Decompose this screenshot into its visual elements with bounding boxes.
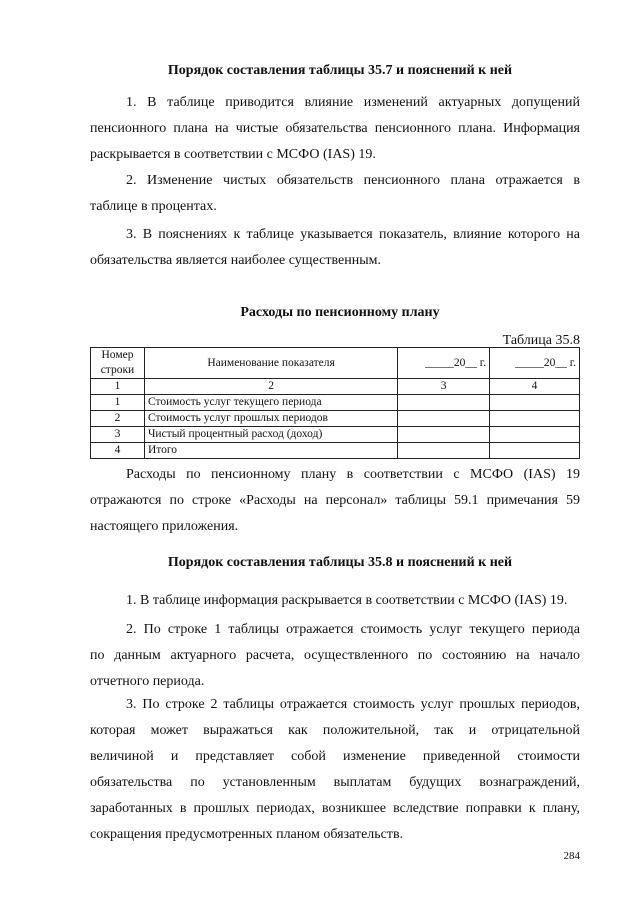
section1-heading: Порядок составления таблицы 35.7 и пояснений к ней xyxy=(167,63,513,78)
section2-paragraph-2 xyxy=(90,617,580,695)
section1-paragraph-3 xyxy=(90,222,580,274)
text-line: Расходы по пенсионному плану в соответствии с МСФО (IAS) 19 xyxy=(126,467,580,482)
text-line: отражаются по строке «Расходы на персонал» таблицы 59.1 примечания 59 xyxy=(90,493,580,508)
text-line: заработанных в прошлых периодах, возникшее вследствие поправки к плану, xyxy=(90,801,580,816)
text-line: 3. В пояснениях к таблице указывается показатель, влияние которого на xyxy=(126,227,580,242)
row-number: 2 xyxy=(91,411,145,427)
after-table-paragraph xyxy=(90,462,580,540)
colnum: 3 xyxy=(398,379,490,395)
header-indicator-name: Наименование показателя xyxy=(144,348,397,379)
row-name: Стоимость услуг прошлых периодов xyxy=(144,411,397,427)
row-value-2 xyxy=(490,427,580,443)
text-line: таблице в процентах. xyxy=(90,199,217,214)
table-row xyxy=(91,443,580,459)
text-line: 2. По строке 1 таблицы отражается стоимость услуг текущего периода xyxy=(126,622,580,637)
section2-heading: Порядок составления таблицы 35.8 и пояснений к ней xyxy=(167,555,513,570)
text-line: которая может выражаться как положительной, так и отрицательной xyxy=(90,723,580,738)
section1-paragraph-1 xyxy=(90,90,580,168)
section2-paragraph-3 xyxy=(90,692,580,848)
text-line: 1. В таблице приводится влияние изменений актуарных допущений xyxy=(126,95,580,110)
colnum: 1 xyxy=(91,379,145,395)
table-title: Расходы по пенсионному плану xyxy=(240,305,440,320)
row-number: 1 xyxy=(91,395,145,411)
header-row-number: Номер строки xyxy=(91,348,145,379)
text-line: 3. По строке 2 таблицы отражается стоимость услуг прошлых периодов, xyxy=(126,697,580,712)
text-line: сокращения предусмотренных планом обязательств. xyxy=(90,827,404,842)
row-name: Стоимость услуг текущего периода xyxy=(144,395,397,411)
text-line: настоящего приложения. xyxy=(90,519,239,534)
colnum: 2 xyxy=(144,379,397,395)
text-line: по данным актуарного расчета, осуществленного по состоянию на начало xyxy=(90,648,580,663)
table-colnum-row xyxy=(91,379,580,395)
page-number: 284 xyxy=(563,850,580,862)
colnum: 4 xyxy=(490,379,580,395)
row-value-2 xyxy=(490,395,580,411)
text-line: 2. Изменение чистых обязательств пенсионного плана отражается в xyxy=(126,173,580,188)
text-line: раскрывается в соответствии с МСФО (IAS) 19. xyxy=(90,147,376,162)
text-line: обязательства является наиболее существенным. xyxy=(90,253,381,268)
row-value-1 xyxy=(398,443,490,459)
section2-paragraph-1 xyxy=(90,588,580,614)
text-line: величиной и представляет собой изменение приведенной стоимости xyxy=(90,749,580,764)
row-number: 3 xyxy=(91,427,145,443)
table-header-row xyxy=(91,348,580,379)
text-line: отчетного периода. xyxy=(90,674,205,689)
row-number: 4 xyxy=(91,443,145,459)
header-period-1: _____20__ г. xyxy=(398,348,490,379)
row-value-2 xyxy=(490,411,580,427)
expenses-table xyxy=(90,347,580,459)
table-caption: Таблица 35.8 xyxy=(502,333,580,348)
row-name: Чистый процентный расход (доход) xyxy=(144,427,397,443)
text-line: 1. В таблице информация раскрывается в соответствии с МСФО (IAS) 19. xyxy=(126,593,568,608)
section1-paragraph-2 xyxy=(90,168,580,220)
text-line: пенсионного плана на чистые обязательства пенсионного плана. Информация xyxy=(90,121,580,136)
row-value-1 xyxy=(398,427,490,443)
table-row xyxy=(91,411,580,427)
row-value-2 xyxy=(490,443,580,459)
header-period-2: _____20__ г. xyxy=(490,348,580,379)
row-value-1 xyxy=(398,411,490,427)
text-line: обязательства по установленным выплатам будущих вознаграждений, xyxy=(90,775,580,790)
row-name: Итого xyxy=(144,443,397,459)
table-row xyxy=(91,427,580,443)
row-value-1 xyxy=(398,395,490,411)
table-row xyxy=(91,395,580,411)
